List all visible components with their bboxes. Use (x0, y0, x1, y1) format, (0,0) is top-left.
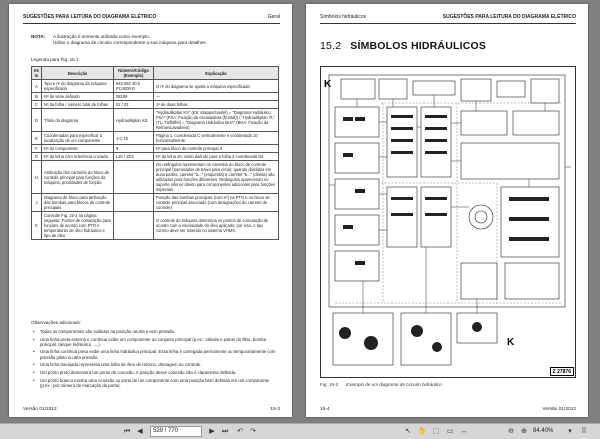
header-section: Símbolos hidráulicos (320, 14, 367, 20)
section-heading (320, 40, 486, 52)
table-row (32, 101, 279, 109)
cell-description: Coordenadas para especificar a localização de um componente (42, 132, 114, 145)
cell-item: F (32, 145, 42, 153)
cell-description: Consulte Fig. 15-2 na página seguinte: Pontos de comutação para funções de acordo com PTO e temperaturas de óleo hidráulico e tipo de óleo (42, 212, 114, 240)
cell-code (114, 161, 154, 194)
diagram-label-k-top: K (324, 79, 332, 90)
figure-caption-text: Exemplo de um diagrama de circuito hidráulico (346, 382, 442, 387)
cell-description: Nº da folha / número total de folhas (42, 101, 114, 109)
cell-explanation: — (154, 93, 279, 101)
page-15-3 (9, 4, 292, 417)
legend-body (32, 80, 279, 240)
figure-number: Fig. 15-2 (320, 382, 339, 387)
cell-code: 1 C 10 (114, 132, 154, 145)
cell-explanation: 1ª de duas folhas (154, 101, 279, 109)
cell-item: H (32, 161, 42, 194)
go-back-button[interactable]: ↶ (237, 428, 243, 435)
header-section: Geral (267, 14, 280, 20)
list-item: • Uma linha preta externa e contínua exibe um componente ou conjunto principal (p.ex.: válvula e painel do filtro, bomba principal, tanque hidráulico, ....). (31, 337, 279, 348)
table-row (32, 145, 279, 153)
legend-header-row (32, 67, 279, 80)
diagram-label-k: K (507, 337, 515, 348)
note-block (31, 34, 281, 46)
list-item: • Uma linha tracejada representa uma linha de óleo de retorno, drenagem ou controle. (31, 362, 279, 367)
list-item: • Uma linha contínua preta exibe uma linha hidráulica principal. Essa linha é carregada permanente ou temporariamente com pressão piloto ou alta pressão. (31, 349, 279, 360)
footer-page-number: 15-3 (270, 407, 280, 412)
col-explanation: Explicação (154, 67, 279, 80)
cell-code: 08199 (114, 93, 154, 101)
cell-explanation: Posição das bombas principais (com nº) na PTO e no bloco de controle principal associado (com designações do carretel de controle) (154, 194, 279, 212)
cell-item: D (32, 109, 42, 132)
list-item: • Um ponto branco mostra uma conexão ou porta de um componente com uma posição bem definida em um componente (p.ex.: por número de marcação da porta). (31, 378, 279, 389)
zoom-in-button[interactable]: ⊕ (521, 428, 527, 435)
page-header (23, 14, 280, 24)
grid-view-icon[interactable]: ⠿ (581, 428, 587, 435)
cell-code (114, 212, 154, 240)
page-number-input[interactable]: 529 / 770 (150, 426, 202, 437)
footer-version: Versão 01/2012 (23, 407, 57, 412)
cell-item: K (32, 212, 42, 240)
cell-description: Nº da linha com referência cruzada (42, 153, 114, 161)
cell-code: 948 552 40 b PC4000-D (114, 80, 154, 93)
cell-explanation: Página 1, coordenada C verticalmente e coordenada 10 horizontalmente (154, 132, 279, 145)
hydraulic-diagram (320, 66, 576, 378)
cell-item: J (32, 194, 42, 212)
table-row (32, 80, 279, 93)
cell-item: C (32, 101, 42, 109)
header-title: SUGESTÕES PARA LEITURA DO DIAGRAMA ELÉTRICO (23, 14, 157, 20)
col-description: Descrição (42, 67, 114, 80)
hand-tool-icon[interactable]: ✋ (417, 428, 427, 435)
table-row (32, 109, 279, 132)
cell-explanation: Nº da linha 20, vindo da/indo para a folha 2 coordenada D4 (154, 153, 279, 161)
note-line-1: A ilustração é somente utilizada como exemplo. (53, 34, 151, 39)
zoom-out-button[interactable]: ⊖ (508, 428, 514, 435)
page-header (320, 14, 576, 24)
cell-code: 9 (114, 145, 154, 153)
cell-description: Diagrama de bloco para atribuição das bombas para blocos de controle principais (42, 194, 114, 212)
marquee-zoom-icon[interactable]: ⬚ (432, 428, 440, 435)
cell-explanation: O controle do máquina determina os pontos de comutação de acordo com a viscosidade do óleo aplicado; por isso, o tipo correto deve ser inserido no sistema VHMS. (154, 212, 279, 240)
chevron-down-icon[interactable]: ▾ (568, 428, 572, 435)
cell-item: B (32, 93, 42, 101)
observations-list (31, 329, 279, 390)
cell-code: L20 / 2D4 (114, 153, 154, 161)
section-title: SÍMBOLOS HIDRÁULICOS (350, 40, 487, 52)
cell-code: Hydraulikplan KS (114, 109, 154, 132)
first-page-button[interactable]: ⏮ (123, 428, 131, 435)
fit-page-icon[interactable]: ▭ (446, 428, 454, 435)
table-row (32, 153, 279, 161)
col-code: Número/Código (Exemplo) (114, 67, 154, 80)
cell-description: Atribuição dos carretéis do bloco de controle principal para funções da máquina, prioridades de função (42, 161, 114, 194)
table-row (32, 132, 279, 145)
cell-item: E (32, 132, 42, 145)
table-row (32, 194, 279, 212)
cell-explanation: O nº do diagrama se ajusta a máquina especificada (154, 80, 279, 93)
cell-description: Tipo e nº do diagrama da máquina especificada (42, 80, 114, 93)
footer-page-number: 15-4 (320, 407, 330, 412)
table-row (32, 93, 279, 101)
cell-explanation: "Hydraulikplan KS" (KS: Klappschaufel) = "Diagrama Hidráulico FSA" (FSA: Fixação da escavadeira (frontal)) / "Hydraulikplan TL" (TL: Tieflöffel) = "Diagrama Hidráulico BHA" (BHA: Fixação da Retroescavadeira) (154, 109, 279, 132)
footer-version: Versão 01/2012 (542, 407, 576, 412)
cell-code: 01 / 02 (114, 101, 154, 109)
cell-item: G (32, 153, 42, 161)
next-page-button[interactable]: ▶ (209, 428, 215, 435)
list-item: • Um ponto preto demonstra um ponto de conexão. A posição desse conexão não é claramente definida. (31, 370, 279, 375)
hydraulic-diagram-drawing (321, 67, 575, 377)
cell-explanation: Nº para bloco de controle principal II (154, 145, 279, 153)
note-label: NOTA: (31, 34, 46, 39)
section-number: 15.2 (320, 40, 342, 52)
go-forward-button[interactable]: ↷ (250, 428, 256, 435)
fit-width-icon[interactable]: ↔ (460, 428, 468, 435)
cell-code (114, 194, 154, 212)
table-row (32, 161, 279, 194)
cell-explanation: Os retângulos representam os carretéis do bloco de controle principal (numerados de baixo para cima); quando divididos em duas partes, carretel "a..." (esquerda) e carretel "b..." (direita) são utilizados para funções diferentes. Retângulos aparecendo no suporte inferior direito para componentes adicionais para funções especiais (154, 161, 279, 194)
last-page-button[interactable]: ⏭ (221, 428, 229, 435)
figure-caption (320, 382, 442, 387)
legend-title: Legenda para Fig. 15.1: (31, 57, 80, 62)
table-row (32, 212, 279, 240)
cell-item: A (32, 80, 42, 93)
cell-description: Título do diagrama (42, 109, 114, 132)
page-15-4 (306, 4, 588, 417)
cell-description: Nº de série definido (42, 93, 114, 101)
select-tool-icon[interactable]: ↖ (405, 428, 411, 435)
header-title: SUGESTÕES PARA LEITURA DO DIAGRAMA ELÉTRICO (442, 14, 576, 20)
col-item: Ite m (32, 67, 42, 80)
list-item: • Todos os componentes são exibidos na posição neutra e sem pressão. (31, 329, 279, 334)
legend-table (31, 66, 279, 240)
cell-description: Nº do componente (42, 145, 114, 153)
zoom-level[interactable]: 84.40% (533, 428, 554, 434)
note-line-2: Utilize o diagrama de circuito correspondente a sua máquina para detalhes. (53, 40, 207, 45)
previous-page-button[interactable]: ◀ (137, 428, 143, 435)
observations-title: Observações adicionais: (31, 320, 82, 325)
drawing-code: Z 27876 (550, 367, 574, 376)
viewer-toolbar (0, 423, 600, 439)
